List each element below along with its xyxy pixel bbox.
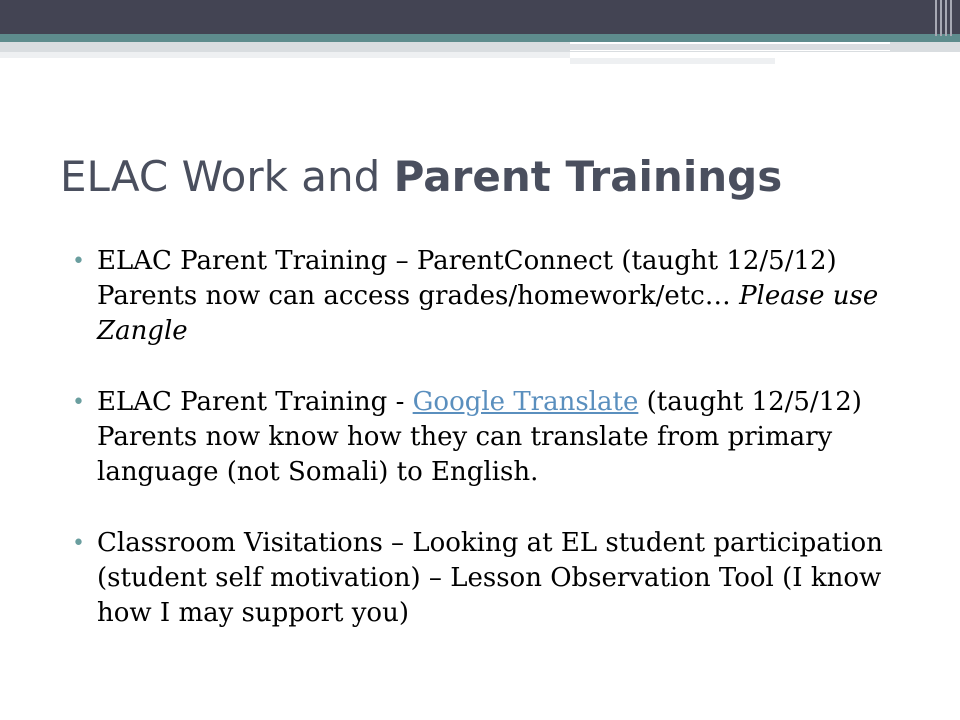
google-translate-link[interactable]: Google Translate <box>412 387 639 417</box>
header-vertical-lines <box>935 0 952 36</box>
header-bar-dark <box>0 0 960 34</box>
slide-title-bold: Parent Trainings <box>393 152 783 201</box>
bullet-italic-text: Please use Zangle <box>97 281 879 346</box>
bullet-marker: • <box>72 390 85 415</box>
slide-title-regular: ELAC Work and <box>60 152 394 201</box>
bullet-item-parentconnect <box>72 244 922 349</box>
header-bar-light-strip <box>0 52 570 58</box>
bullet-text-continued: (taught 12/5/12) Parents now know how they can translate from primary language (not Somali) to English. <box>97 387 862 487</box>
slide-title <box>60 152 782 201</box>
header-rule-thin <box>570 50 890 51</box>
header-vertical-line <box>945 0 947 36</box>
bullet-item-google-translate <box>72 385 922 490</box>
header-rule-short <box>570 58 775 64</box>
bullet-list <box>72 244 922 667</box>
bullet-marker: • <box>72 531 85 556</box>
bullet-text: Classroom Visitations – Looking at EL student participation (student self motivation) – Lesson Observation Tool (I know how I may support you) <box>97 528 883 628</box>
header-vertical-line <box>935 0 937 36</box>
header-rule <box>570 42 890 44</box>
bullet-text: ELAC Parent Training – ParentConnect (taught 12/5/12) Parents now can access grades/homework/etc… <box>97 246 837 311</box>
bullet-text: ELAC Parent Training - <box>97 387 413 417</box>
header-vertical-line <box>950 0 952 36</box>
bullet-item-classroom-visitations <box>72 526 922 631</box>
header-vertical-line <box>940 0 942 36</box>
header-bar-teal <box>0 34 960 42</box>
bullet-marker: • <box>72 249 85 274</box>
